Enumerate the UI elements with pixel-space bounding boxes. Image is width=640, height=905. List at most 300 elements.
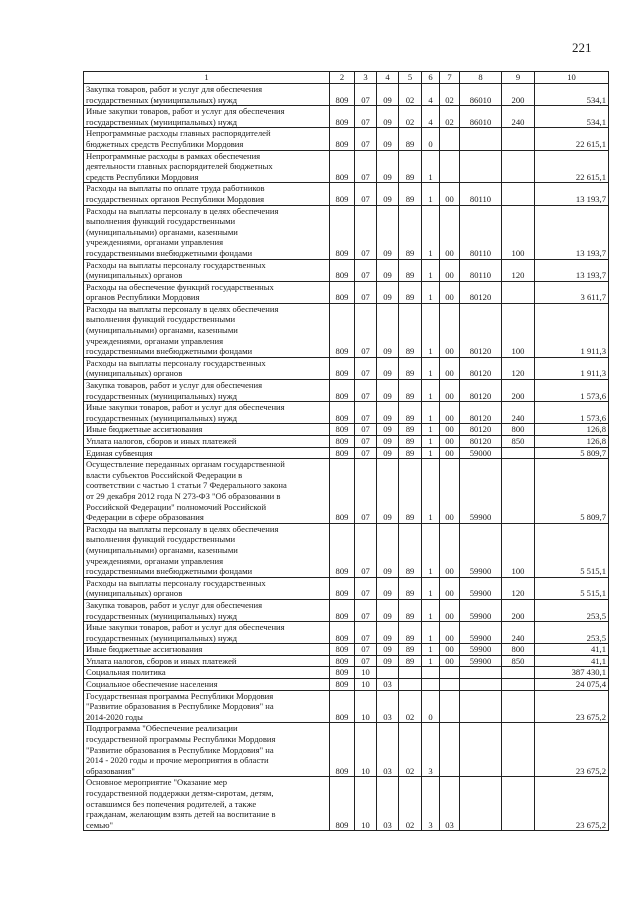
table-row <box>84 84 609 106</box>
cell-ministry: 809 <box>330 667 355 679</box>
cell-section: 07 <box>355 183 377 205</box>
cell-amount: 22 615,1 <box>535 128 609 150</box>
cell-section: 07 <box>355 303 377 357</box>
cell-direction <box>460 128 502 150</box>
cell-expense-type: 100 <box>502 303 535 357</box>
cell-expense-type <box>502 150 535 183</box>
cell-ministry: 809 <box>330 128 355 150</box>
cell-subsection: 09 <box>377 599 399 621</box>
cell-amount: 23 675,2 <box>535 777 609 831</box>
cell-program: 89 <box>399 380 422 402</box>
cell-direction: 80110 <box>460 259 502 281</box>
cell-subsection: 03 <box>377 679 399 691</box>
cell-activity: 00 <box>440 183 460 205</box>
cell-expense-type: 120 <box>502 357 535 379</box>
table-row <box>84 723 609 777</box>
col-header-subsection: 4 <box>377 72 399 84</box>
col-header-section: 3 <box>355 72 377 84</box>
cell-amount: 1 911,3 <box>535 357 609 379</box>
cell-direction: 80120 <box>460 380 502 402</box>
cell-name: Расходы на выплаты персоналу государственных (муниципальных) органов <box>84 577 330 599</box>
cell-expense-type <box>502 281 535 303</box>
cell-name: Иные закупки товаров, работ и услуг для обеспечения государственных (муниципальных) нужд <box>84 106 330 128</box>
cell-name: Единая субвенция <box>84 447 330 459</box>
cell-program: 02 <box>399 690 422 723</box>
cell-direction: 80120 <box>460 402 502 424</box>
table-row <box>84 523 609 577</box>
cell-direction: 80120 <box>460 281 502 303</box>
cell-subprogram: 1 <box>422 281 440 303</box>
cell-activity: 00 <box>440 402 460 424</box>
cell-program: 89 <box>399 259 422 281</box>
cell-expense-type <box>502 183 535 205</box>
table-row <box>84 357 609 379</box>
col-header-activity: 7 <box>440 72 460 84</box>
cell-name: Расходы на выплаты персоналу в целях обеспечения выполнения функций государственными (муниципальными) органами, казенными учреждениями, органами управления государственными внебюджетными фондами <box>84 205 330 259</box>
cell-amount: 22 615,1 <box>535 150 609 183</box>
table-row <box>84 424 609 436</box>
cell-subsection: 09 <box>377 402 399 424</box>
table-row <box>84 777 609 831</box>
cell-activity: 03 <box>440 777 460 831</box>
cell-program: 89 <box>399 150 422 183</box>
cell-subsection: 09 <box>377 523 399 577</box>
cell-subprogram <box>422 667 440 679</box>
table-row <box>84 183 609 205</box>
cell-program: 89 <box>399 523 422 577</box>
cell-subsection: 09 <box>377 380 399 402</box>
table-row <box>84 281 609 303</box>
cell-name: Уплата налогов, сборов и иных платежей <box>84 655 330 667</box>
cell-expense-type <box>502 128 535 150</box>
cell-subsection: 09 <box>377 622 399 644</box>
cell-subsection: 09 <box>377 106 399 128</box>
cell-ministry: 809 <box>330 183 355 205</box>
cell-name: Расходы на выплаты персоналу в целях обеспечения выполнения функций государственными (муниципальными) органами, казенными учреждениями, органами управления государственными внебюджетными фондами <box>84 303 330 357</box>
table-row <box>84 447 609 459</box>
cell-section: 07 <box>355 447 377 459</box>
col-header-program: 5 <box>399 72 422 84</box>
cell-name: Расходы на выплаты персоналу в целях обеспечения выполнения функций государственными (муниципальными) органами, казенными учреждениями, органами управления государственными внебюджетными фондами <box>84 523 330 577</box>
cell-subprogram: 1 <box>422 183 440 205</box>
cell-activity <box>440 723 460 777</box>
cell-expense-type: 100 <box>502 523 535 577</box>
cell-amount: 23 675,2 <box>535 723 609 777</box>
cell-name: Осуществление переданных органам государственной власти субъектов Российской Федерации в соответствии с частью 1 статьи 7 Федерального закона от 29 декабря 2012 года N 273-ФЗ "Об образовании в Российской Федерации" полномочий Российской Федерации в сфере образования <box>84 459 330 524</box>
cell-activity <box>440 679 460 691</box>
cell-expense-type: 100 <box>502 205 535 259</box>
cell-subprogram: 1 <box>422 447 440 459</box>
cell-subsection: 09 <box>377 357 399 379</box>
cell-subprogram: 1 <box>422 402 440 424</box>
cell-activity <box>440 667 460 679</box>
cell-amount: 253,5 <box>535 622 609 644</box>
cell-section: 07 <box>355 150 377 183</box>
cell-expense-type <box>502 723 535 777</box>
cell-section: 07 <box>355 259 377 281</box>
cell-amount: 13 193,7 <box>535 205 609 259</box>
cell-activity: 00 <box>440 622 460 644</box>
cell-section: 10 <box>355 777 377 831</box>
table-header-row <box>84 72 609 84</box>
cell-section: 10 <box>355 667 377 679</box>
cell-subsection: 09 <box>377 281 399 303</box>
cell-expense-type: 850 <box>502 436 535 448</box>
cell-name: Государственная программа Республики Мордовия "Развитие образования в Республике Мордовия" на 2014-2020 годы <box>84 690 330 723</box>
cell-amount: 3 611,7 <box>535 281 609 303</box>
cell-subprogram: 1 <box>422 205 440 259</box>
cell-amount: 41,1 <box>535 644 609 656</box>
cell-subprogram: 1 <box>422 303 440 357</box>
cell-program: 02 <box>399 723 422 777</box>
cell-subprogram: 3 <box>422 723 440 777</box>
table-row <box>84 622 609 644</box>
cell-ministry: 809 <box>330 622 355 644</box>
cell-name: Иные закупки товаров, работ и услуг для обеспечения государственных (муниципальных) нужд <box>84 402 330 424</box>
page-number: 221 <box>572 40 592 55</box>
cell-program: 89 <box>399 655 422 667</box>
col-header-direction: 8 <box>460 72 502 84</box>
cell-ministry: 809 <box>330 424 355 436</box>
cell-subsection: 03 <box>377 690 399 723</box>
cell-ministry: 809 <box>330 281 355 303</box>
cell-name: Уплата налогов, сборов и иных платежей <box>84 436 330 448</box>
cell-name: Социальная политика <box>84 667 330 679</box>
cell-ministry: 809 <box>330 303 355 357</box>
table-row <box>84 436 609 448</box>
cell-expense-type: 850 <box>502 655 535 667</box>
cell-section: 07 <box>355 281 377 303</box>
cell-activity: 00 <box>440 523 460 577</box>
cell-ministry: 809 <box>330 84 355 106</box>
cell-name: Подпрограмма "Обеспечение реализации государственной программы Республики Мордовия "Развитие образования в Республике Мордовия" на 2014 - 2020 годы и прочие мероприятия в области образования" <box>84 723 330 777</box>
cell-program: 89 <box>399 424 422 436</box>
cell-section: 07 <box>355 205 377 259</box>
table-row <box>84 128 609 150</box>
col-header-ministry: 2 <box>330 72 355 84</box>
cell-activity: 00 <box>440 259 460 281</box>
cell-activity: 00 <box>440 205 460 259</box>
cell-name: Расходы на обеспечение функций государственных органов Республики Мордовия <box>84 281 330 303</box>
cell-program: 89 <box>399 436 422 448</box>
cell-activity: 02 <box>440 106 460 128</box>
cell-activity: 00 <box>440 424 460 436</box>
cell-subsection <box>377 667 399 679</box>
col-header-subprogram: 6 <box>422 72 440 84</box>
cell-subsection: 09 <box>377 259 399 281</box>
cell-subsection: 09 <box>377 447 399 459</box>
cell-ministry: 809 <box>330 150 355 183</box>
cell-subsection: 03 <box>377 723 399 777</box>
cell-section: 07 <box>355 436 377 448</box>
cell-activity <box>440 690 460 723</box>
table-row <box>84 667 609 679</box>
cell-activity: 00 <box>440 380 460 402</box>
cell-section: 07 <box>355 599 377 621</box>
cell-direction: 86010 <box>460 106 502 128</box>
cell-program: 89 <box>399 303 422 357</box>
cell-direction: 80110 <box>460 205 502 259</box>
cell-activity: 00 <box>440 436 460 448</box>
cell-section: 07 <box>355 357 377 379</box>
cell-activity: 00 <box>440 459 460 524</box>
budget-table <box>83 71 609 831</box>
cell-activity: 00 <box>440 357 460 379</box>
cell-subsection: 09 <box>377 459 399 524</box>
cell-direction: 59900 <box>460 599 502 621</box>
cell-program <box>399 679 422 691</box>
cell-ministry: 809 <box>330 690 355 723</box>
cell-activity: 00 <box>440 281 460 303</box>
cell-direction: 80120 <box>460 303 502 357</box>
cell-direction: 80120 <box>460 436 502 448</box>
cell-expense-type: 800 <box>502 424 535 436</box>
cell-amount: 534,1 <box>535 106 609 128</box>
cell-activity: 00 <box>440 577 460 599</box>
cell-activity <box>440 128 460 150</box>
cell-name: Иные бюджетные ассигнования <box>84 424 330 436</box>
table-row <box>84 644 609 656</box>
cell-program: 89 <box>399 205 422 259</box>
col-header-amount: 10 <box>535 72 609 84</box>
cell-expense-type <box>502 447 535 459</box>
cell-ministry: 809 <box>330 599 355 621</box>
cell-amount: 534,1 <box>535 84 609 106</box>
cell-activity <box>440 150 460 183</box>
cell-direction <box>460 723 502 777</box>
table-row <box>84 205 609 259</box>
cell-amount: 1 911,3 <box>535 303 609 357</box>
cell-subsection: 09 <box>377 424 399 436</box>
cell-expense-type <box>502 679 535 691</box>
cell-activity: 02 <box>440 84 460 106</box>
cell-ministry: 809 <box>330 644 355 656</box>
cell-program: 02 <box>399 777 422 831</box>
cell-program: 89 <box>399 447 422 459</box>
cell-section: 07 <box>355 84 377 106</box>
cell-ministry: 809 <box>330 106 355 128</box>
cell-name: Закупка товаров, работ и услуг для обеспечения государственных (муниципальных) нужд <box>84 599 330 621</box>
table-row <box>84 459 609 524</box>
cell-expense-type: 240 <box>502 106 535 128</box>
cell-section: 07 <box>355 622 377 644</box>
cell-subprogram: 1 <box>422 655 440 667</box>
cell-name: Иные бюджетные ассигнования <box>84 644 330 656</box>
cell-direction <box>460 150 502 183</box>
cell-amount: 253,5 <box>535 599 609 621</box>
table-row <box>84 106 609 128</box>
cell-amount: 23 675,2 <box>535 690 609 723</box>
cell-program: 89 <box>399 183 422 205</box>
cell-direction <box>460 690 502 723</box>
cell-subprogram: 1 <box>422 150 440 183</box>
cell-subprogram: 1 <box>422 622 440 644</box>
cell-activity: 00 <box>440 303 460 357</box>
cell-ministry: 809 <box>330 205 355 259</box>
cell-subprogram: 1 <box>422 357 440 379</box>
cell-direction: 80120 <box>460 424 502 436</box>
cell-amount: 387 430,1 <box>535 667 609 679</box>
cell-program: 89 <box>399 402 422 424</box>
cell-section: 07 <box>355 380 377 402</box>
cell-subprogram: 1 <box>422 459 440 524</box>
cell-program: 89 <box>399 459 422 524</box>
cell-direction: 86010 <box>460 84 502 106</box>
cell-expense-type: 120 <box>502 577 535 599</box>
cell-subsection: 09 <box>377 183 399 205</box>
cell-activity: 00 <box>440 447 460 459</box>
cell-name: Социальное обеспечение населения <box>84 679 330 691</box>
cell-subsection: 09 <box>377 655 399 667</box>
cell-subprogram: 1 <box>422 436 440 448</box>
table-row <box>84 599 609 621</box>
cell-subprogram: 0 <box>422 128 440 150</box>
cell-amount: 5 809,7 <box>535 459 609 524</box>
cell-subsection: 09 <box>377 644 399 656</box>
table-row <box>84 259 609 281</box>
cell-ministry: 809 <box>330 723 355 777</box>
cell-ministry: 809 <box>330 459 355 524</box>
cell-section: 07 <box>355 655 377 667</box>
cell-name: Закупка товаров, работ и услуг для обеспечения государственных (муниципальных) нужд <box>84 380 330 402</box>
cell-expense-type: 240 <box>502 622 535 644</box>
cell-subprogram <box>422 679 440 691</box>
cell-amount: 126,8 <box>535 436 609 448</box>
cell-subprogram: 1 <box>422 644 440 656</box>
cell-program: 02 <box>399 106 422 128</box>
cell-ministry: 809 <box>330 436 355 448</box>
cell-ministry: 809 <box>330 357 355 379</box>
table-row <box>84 679 609 691</box>
cell-amount: 5 515,1 <box>535 523 609 577</box>
cell-direction: 80110 <box>460 183 502 205</box>
cell-direction <box>460 667 502 679</box>
cell-subprogram: 1 <box>422 577 440 599</box>
cell-direction: 59900 <box>460 655 502 667</box>
cell-name: Расходы на выплаты персоналу государственных (муниципальных) органов <box>84 357 330 379</box>
table-row <box>84 150 609 183</box>
cell-ministry: 809 <box>330 402 355 424</box>
cell-subsection: 09 <box>377 84 399 106</box>
cell-name: Основное мероприятие "Оказание мер государственной поддержки детям-сиротам, детям, оставшимся без попечения родителей, а также гражданам, желающим взять детей на воспитание в семью" <box>84 777 330 831</box>
cell-direction: 59900 <box>460 523 502 577</box>
cell-expense-type <box>502 777 535 831</box>
cell-subsection: 09 <box>377 128 399 150</box>
cell-ministry: 809 <box>330 655 355 667</box>
cell-direction: 59900 <box>460 622 502 644</box>
cell-program: 89 <box>399 357 422 379</box>
cell-section: 07 <box>355 424 377 436</box>
cell-subprogram: 4 <box>422 106 440 128</box>
cell-expense-type: 120 <box>502 259 535 281</box>
cell-section: 07 <box>355 577 377 599</box>
cell-subsection: 09 <box>377 303 399 357</box>
cell-expense-type: 200 <box>502 599 535 621</box>
budget-table-container <box>83 71 608 831</box>
cell-ministry: 809 <box>330 259 355 281</box>
cell-ministry: 809 <box>330 380 355 402</box>
cell-amount: 5 809,7 <box>535 447 609 459</box>
cell-program: 89 <box>399 577 422 599</box>
cell-name: Закупка товаров, работ и услуг для обеспечения государственных (муниципальных) нужд <box>84 84 330 106</box>
cell-amount: 24 075,4 <box>535 679 609 691</box>
cell-ministry: 809 <box>330 679 355 691</box>
cell-amount: 5 515,1 <box>535 577 609 599</box>
cell-name: Расходы на выплаты по оплате труда работников государственных органов Республики Мордовия <box>84 183 330 205</box>
cell-ministry: 809 <box>330 577 355 599</box>
cell-name: Непрограммные расходы в рамках обеспечения деятельности главных распорядителей бюджетных средств Республики Мордовия <box>84 150 330 183</box>
cell-direction: 80120 <box>460 357 502 379</box>
cell-subprogram: 0 <box>422 690 440 723</box>
cell-section: 07 <box>355 523 377 577</box>
cell-subprogram: 3 <box>422 777 440 831</box>
cell-expense-type <box>502 667 535 679</box>
cell-direction <box>460 777 502 831</box>
cell-name: Расходы на выплаты персоналу государственных (муниципальных) органов <box>84 259 330 281</box>
cell-activity: 00 <box>440 644 460 656</box>
table-row <box>84 690 609 723</box>
cell-subsection: 09 <box>377 150 399 183</box>
cell-subprogram: 1 <box>422 380 440 402</box>
cell-program: 89 <box>399 281 422 303</box>
cell-section: 07 <box>355 402 377 424</box>
cell-subsection: 03 <box>377 777 399 831</box>
cell-subsection: 09 <box>377 436 399 448</box>
table-row <box>84 402 609 424</box>
cell-expense-type <box>502 459 535 524</box>
cell-ministry: 809 <box>330 523 355 577</box>
cell-program: 89 <box>399 644 422 656</box>
cell-amount: 126,8 <box>535 424 609 436</box>
cell-activity: 00 <box>440 655 460 667</box>
cell-expense-type: 800 <box>502 644 535 656</box>
col-header-name: 1 <box>84 72 330 84</box>
cell-section: 07 <box>355 459 377 524</box>
cell-expense-type: 200 <box>502 84 535 106</box>
cell-section: 07 <box>355 106 377 128</box>
cell-section: 10 <box>355 723 377 777</box>
cell-expense-type: 200 <box>502 380 535 402</box>
cell-direction: 59900 <box>460 577 502 599</box>
cell-subprogram: 1 <box>422 424 440 436</box>
cell-amount: 13 193,7 <box>535 259 609 281</box>
cell-section: 10 <box>355 679 377 691</box>
cell-ministry: 809 <box>330 777 355 831</box>
cell-section: 10 <box>355 690 377 723</box>
cell-direction: 59000 <box>460 447 502 459</box>
table-row <box>84 655 609 667</box>
col-header-expense-type: 9 <box>502 72 535 84</box>
cell-amount: 1 573,6 <box>535 380 609 402</box>
cell-direction: 59900 <box>460 644 502 656</box>
cell-direction: 59900 <box>460 459 502 524</box>
cell-program <box>399 667 422 679</box>
cell-name: Иные закупки товаров, работ и услуг для обеспечения государственных (муниципальных) нужд <box>84 622 330 644</box>
cell-program: 89 <box>399 599 422 621</box>
cell-name: Непрограммные расходы главных распорядителей бюджетных средств Республики Мордовия <box>84 128 330 150</box>
cell-subprogram: 1 <box>422 259 440 281</box>
cell-expense-type <box>502 690 535 723</box>
cell-subsection: 09 <box>377 577 399 599</box>
cell-program: 89 <box>399 128 422 150</box>
cell-subprogram: 4 <box>422 84 440 106</box>
cell-ministry: 809 <box>330 447 355 459</box>
cell-expense-type: 240 <box>502 402 535 424</box>
table-row <box>84 303 609 357</box>
cell-direction <box>460 679 502 691</box>
cell-program: 02 <box>399 84 422 106</box>
cell-amount: 13 193,7 <box>535 183 609 205</box>
